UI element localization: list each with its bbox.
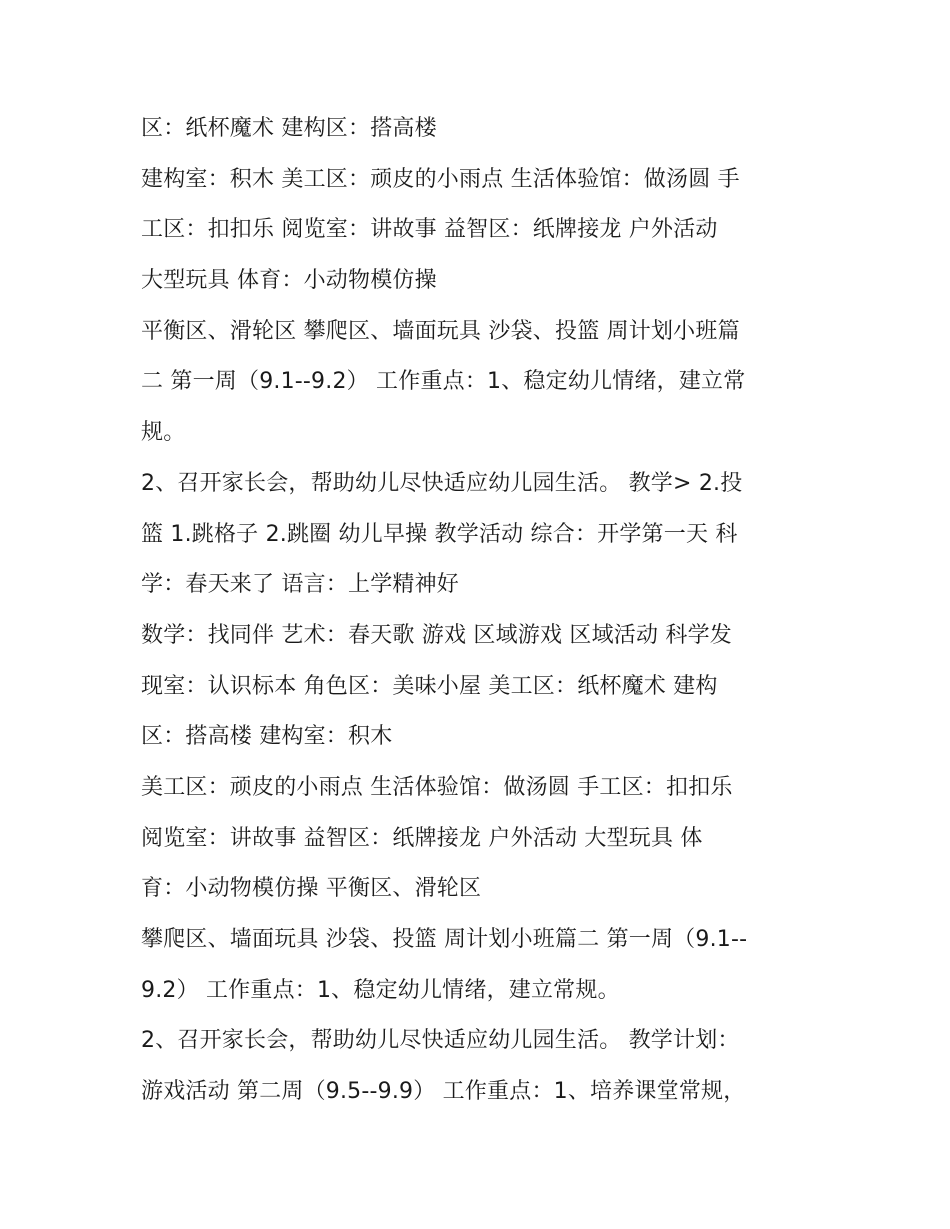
text-line: 9.2） 工作重点：1、稳定幼儿情绪，建立常规。 [141,977,620,1003]
text-line: 区：纸杯魔术 建构区：搭高楼 [141,116,437,141]
text-line: 建构室：积木 美工区：顽皮的小雨点 生活体验馆：做汤圆 手 [141,166,740,192]
text-line: 区：搭高楼 建构室：积木 [141,724,393,750]
text-line: 二 第一周（9.1--9.2） 工作重点：1、稳定幼儿情绪，建立常 [141,369,746,395]
text-line: 2、召开家长会，帮助幼儿尽快适应幼儿园生活。 教学计划： [141,1028,740,1054]
text-line: 现室：认识标本 角色区：美味小屋 美工区：纸杯魔术 建构 [141,673,718,699]
text-line: 篮 1.跳格子 2.跳圈 幼儿早操 教学活动 综合：开学第一天 科 [141,521,738,547]
text-line: 学：春天来了 语言：上学精神好 [141,572,459,598]
text-line: 阅览室：讲故事 益智区：纸牌接龙 户外活动 大型玩具 体 [141,825,703,851]
text-line: 平衡区、滑轮区 攀爬区、墙面玩具 沙袋、投篮 周计划小班篇 [141,318,740,344]
text-line: 工区：扣扣乐 阅览室：讲故事 益智区：纸牌接龙 户外活动 [141,217,718,243]
document-body [141,104,831,1118]
text-line: 攀爬区、墙面玩具 沙袋、投篮 周计划小班篇二 第一周（9.1-- [141,927,748,952]
text-line: 游戏活动 第二周（9.5--9.9） 工作重点：1、培养课堂常规， [141,1079,746,1105]
text-line: 2、召开家长会，帮助幼儿尽快适应幼儿园生活。 教学> 2.投 [141,470,743,496]
text-line: 规。 [141,420,186,446]
text-line: 数学：找同伴 艺术：春天歌 游戏 区域游戏 区域活动 科学发 [141,622,732,648]
text-line: 大型玩具 体育：小动物模仿操 [141,268,437,294]
text-line: 美工区：顽皮的小雨点 生活体验馆：做汤圆 手工区：扣扣乐 [141,774,733,800]
text-line: 育：小动物模仿操 平衡区、滑轮区 [141,876,482,902]
